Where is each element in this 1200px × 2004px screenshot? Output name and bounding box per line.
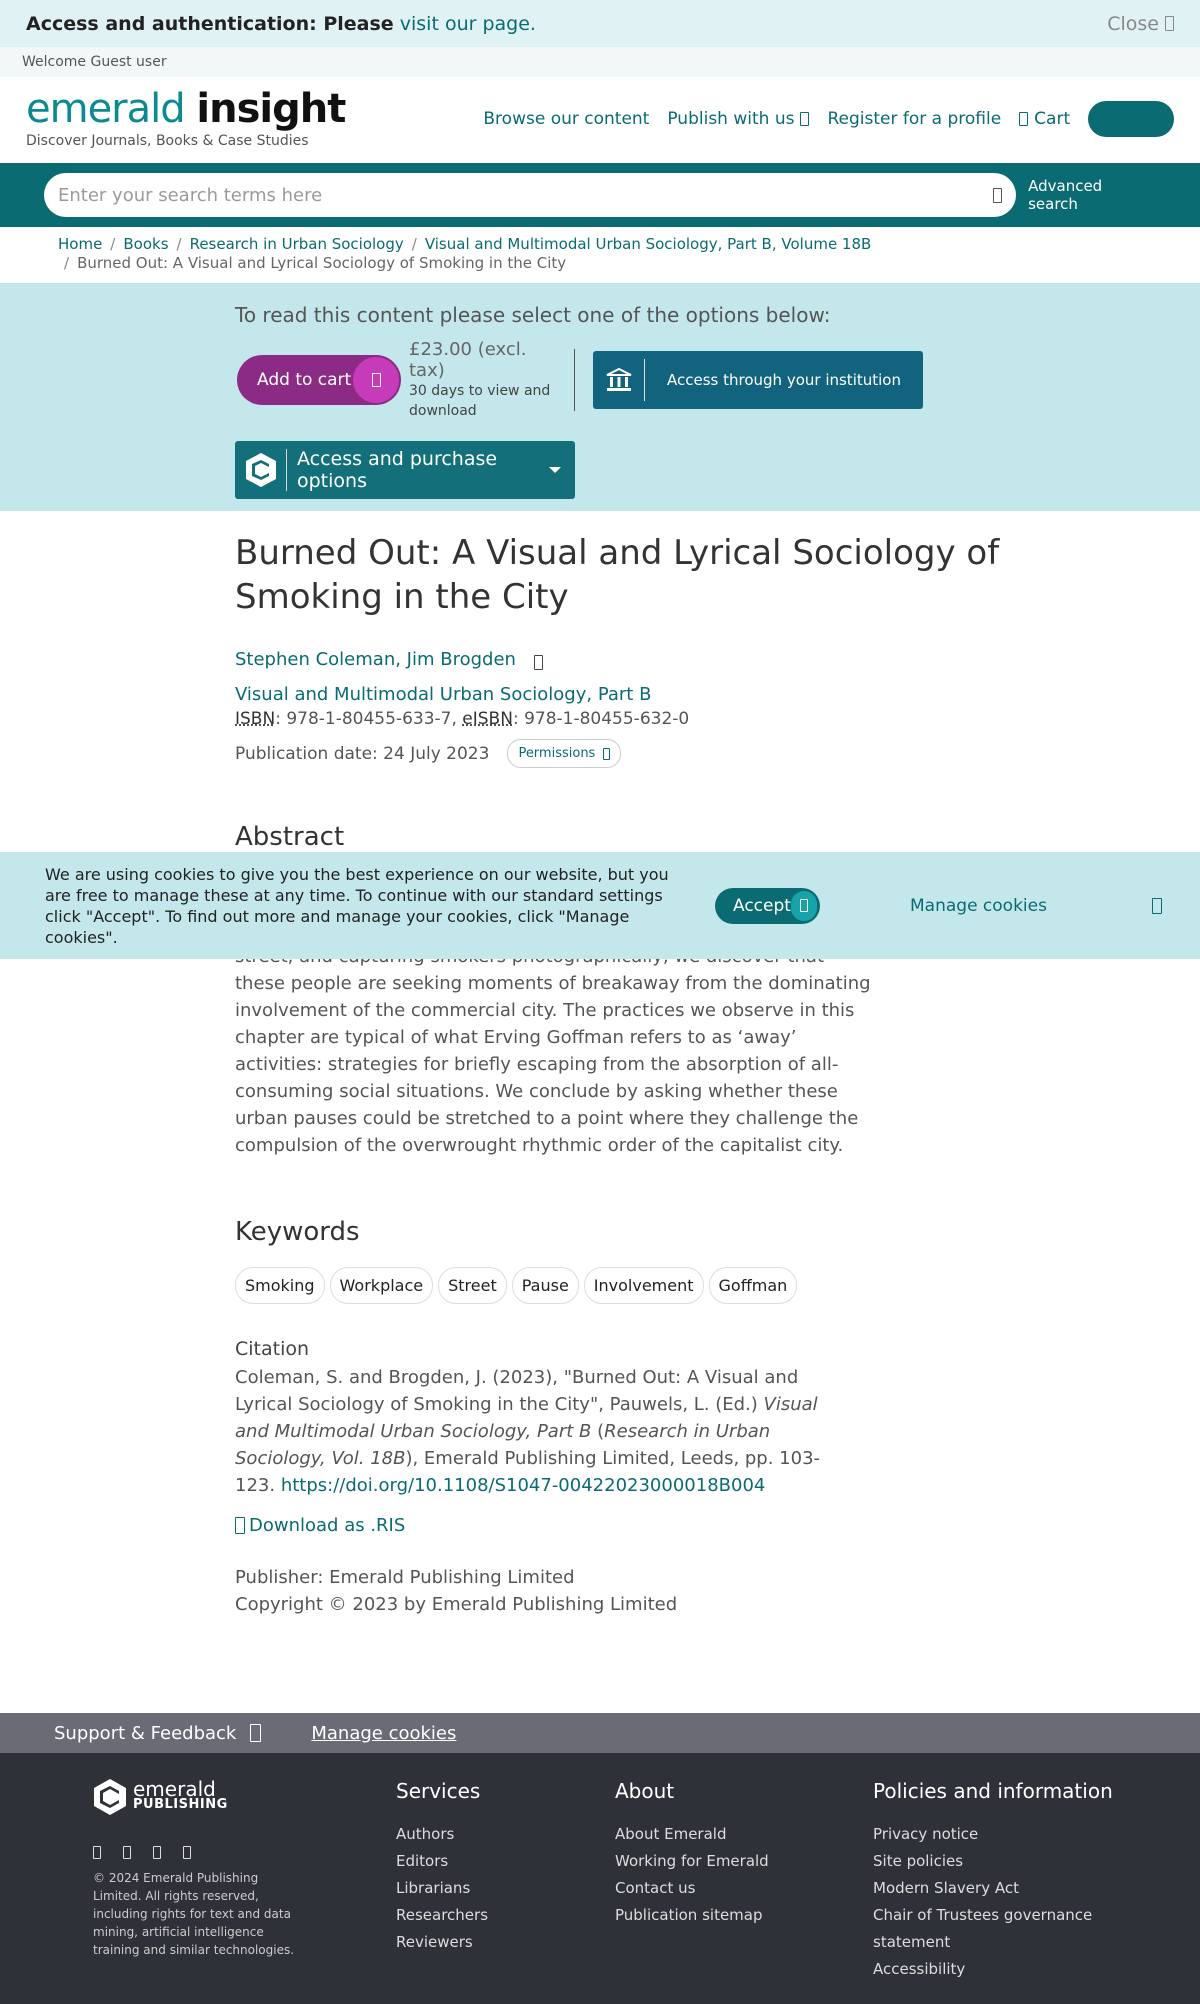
add-to-cart-label: Add to cart: [257, 370, 352, 390]
book-title-link[interactable]: Visual and Multimodal Urban Sociology, Part B: [235, 684, 652, 705]
article-main: [0, 531, 1200, 1618]
keyword-chip[interactable]: Pause: [512, 1267, 579, 1304]
twitter-icon[interactable]: [123, 1846, 131, 1859]
footer-link[interactable]: Site policies: [873, 1852, 964, 1870]
authors-row: [235, 649, 1200, 670]
keyword-chip[interactable]: Smoking: [235, 1267, 325, 1304]
close-icon: [1165, 16, 1174, 31]
footer-policies: [873, 1779, 1113, 1983]
abstract-body: these people are seeking moments of breakaway from the dominating involvement of the commercial city. The practices we observe in this chapter are typical of what Erving Goffman refers to as ‘away’ activities: strategies for briefly escaping from the absorption of all-consuming social situations. We conclude by asking whether these urban pauses could be stretched to a point where they challenge the compulsion of the overwrought rhythmic order of the capitalist city.: [235, 973, 871, 1156]
citation-series: Research in Urban Sociology, Vol. 18B: [235, 1421, 771, 1469]
footer-link[interactable]: Working for Emerald: [615, 1852, 769, 1870]
alert-close-button[interactable]: [1107, 13, 1174, 35]
citation-part: (: [591, 1421, 605, 1442]
isbn-label: ISBN: [235, 709, 276, 729]
breadcrumb-separator: /: [176, 235, 182, 253]
footer-about-heading: About: [615, 1779, 675, 1803]
add-to-cart-button[interactable]: [237, 355, 401, 405]
logo-emerald-text: emerald: [26, 86, 185, 132]
nav-register[interactable]: Register for a profile: [827, 109, 1002, 129]
search-box: [44, 173, 1016, 217]
close-icon[interactable]: [1152, 898, 1162, 914]
footer-link[interactable]: Accessibility: [873, 1960, 966, 1978]
access-panel: [0, 283, 1200, 511]
chevron-down-icon: [549, 467, 561, 473]
isbn-value: : 978-1-80455-633-7,: [275, 709, 463, 729]
price-note: 30 days to view and download: [409, 383, 551, 419]
social-links: [93, 1846, 313, 1859]
copyright-text: Copyright © 2023 by Emerald Publishing Limited: [235, 1594, 678, 1615]
footer-logo-bottom: PUBLISHING: [133, 1797, 228, 1812]
price: £23.00 (excl. tax): [409, 339, 527, 381]
footer-about: [615, 1779, 769, 1929]
search-icon[interactable]: [993, 188, 1002, 203]
publisher-block: [235, 1564, 1200, 1618]
footer-link[interactable]: Modern Slavery Act: [873, 1879, 1019, 1897]
footer-link[interactable]: Researchers: [396, 1906, 489, 1924]
site-footer: [0, 1753, 1200, 2004]
keyword-chip[interactable]: Involvement: [584, 1267, 704, 1304]
footer-link[interactable]: Publication sitemap: [615, 1906, 763, 1924]
footer-link[interactable]: Chair of Trustees governance statement: [873, 1906, 1093, 1951]
external-link-icon: [603, 748, 610, 760]
site-tagline: Discover Journals, Books & Case Studies: [26, 133, 309, 149]
support-feedback-link[interactable]: Support & Feedback: [54, 1722, 237, 1744]
access-purchase-options-label: Access and purchase options: [297, 448, 498, 492]
auth-alert-prefix: Access and authentication: Please: [26, 12, 394, 35]
keyword-list: [235, 1267, 1200, 1304]
publisher-name: : Emerald Publishing Limited: [317, 1567, 575, 1588]
manage-cookies-link[interactable]: Manage cookies: [910, 895, 1047, 916]
site-logo[interactable]: [26, 86, 346, 149]
footer-link[interactable]: Reviewers: [396, 1933, 473, 1951]
auth-alert-bar: [0, 0, 1200, 47]
cart-icon: [353, 357, 399, 403]
linkedin-icon[interactable]: [153, 1846, 161, 1859]
citation-book: Visual and Multimodal Urban Sociology, Part B: [235, 1394, 818, 1442]
auth-alert-message: [26, 13, 536, 35]
footer-logo[interactable]: [93, 1778, 313, 1816]
institution-access-label: Access through your institution: [667, 371, 901, 389]
cookie-banner: [0, 852, 1200, 959]
footer-link[interactable]: Authors: [396, 1825, 455, 1843]
breadcrumb-separator: /: [110, 235, 116, 253]
download-icon: [235, 1517, 245, 1534]
breadcrumb-books[interactable]: Books: [123, 235, 169, 253]
breadcrumb-current: Burned Out: A Visual and Lyrical Sociology of Smoking in the City: [77, 254, 567, 272]
price-block: [409, 339, 554, 421]
auth-alert-link[interactable]: visit our page.: [399, 12, 536, 35]
publication-row: [235, 739, 1200, 768]
access-purchase-options-button[interactable]: [235, 441, 575, 499]
eisbn-label: eISBN: [462, 709, 513, 729]
welcome-bar: [0, 47, 1200, 77]
download-ris-label: Download as .RIS: [249, 1515, 406, 1536]
nav-publish-label: Publish with us: [667, 109, 795, 129]
footer-policies-heading: Policies and information: [873, 1779, 1113, 1803]
footer-link[interactable]: About Emerald: [615, 1825, 727, 1843]
footer-link[interactable]: Privacy notice: [873, 1825, 979, 1843]
cookie-text: We are using cookies to give you the best experience on our website, but you are free to manage these at any time. To continue with our standard settings click "Accept". To find out more and manage your cookies, click "Manage cookies".: [45, 864, 669, 947]
citation-text: [235, 1364, 835, 1499]
emerald-logo-icon: [235, 449, 287, 491]
search-band: [0, 163, 1200, 227]
external-link-icon: [800, 112, 809, 126]
article-title: Burned Out: A Visual and Lyrical Sociology of Smoking in the City: [235, 533, 1000, 617]
keywords-heading: Keywords: [235, 1217, 360, 1247]
breadcrumb-home[interactable]: Home: [58, 235, 103, 253]
divider: [574, 349, 575, 411]
support-bar: [0, 1713, 1200, 1753]
breadcrumb-separator: /: [411, 235, 417, 253]
keyword-chip[interactable]: Street: [438, 1267, 507, 1304]
welcome-text: Welcome Guest user: [22, 54, 167, 70]
main-nav: [483, 101, 1174, 137]
logo-insight-text: insight: [196, 86, 346, 132]
search-input[interactable]: [58, 185, 908, 206]
citation-heading: Citation: [235, 1338, 310, 1360]
check-icon: [791, 891, 817, 921]
instagram-icon[interactable]: [183, 1846, 191, 1859]
footer-services-heading: Services: [396, 1779, 481, 1803]
advanced-search-link[interactable]: Advanced search: [1028, 177, 1103, 213]
author-info-icon[interactable]: [534, 655, 543, 670]
publication-date: Publication date: 24 July 2023: [235, 743, 490, 764]
access-title: To read this content please select one of the options below:: [235, 303, 831, 327]
doi-link[interactable]: https://doi.org/10.1108/S1047-00422023000018B004: [280, 1475, 766, 1496]
cookie-accept-label: Accept: [733, 895, 791, 916]
emerald-logo-icon: [93, 1778, 127, 1816]
external-link-icon: [250, 1724, 261, 1742]
site-header: [0, 77, 1200, 161]
breadcrumb-volume[interactable]: Visual and Multimodal Urban Sociology, Part B, Volume 18B: [424, 235, 872, 253]
nav-publish-with-us[interactable]: [667, 109, 809, 129]
institution-access-button[interactable]: [593, 351, 923, 409]
eisbn-value: : 978-1-80455-632-0: [512, 709, 690, 729]
publisher-label: Publisher: [235, 1567, 318, 1588]
permissions-label: Permissions: [518, 746, 596, 761]
keyword-chip[interactable]: Goffman: [709, 1267, 798, 1304]
login-button[interactable]: Login: [1088, 101, 1174, 137]
authors-link[interactable]: Stephen Coleman, Jim Brogden: [235, 649, 516, 670]
nav-cart-label: Cart: [1034, 109, 1071, 129]
abstract-heading: Abstract: [235, 822, 345, 852]
breadcrumb-series[interactable]: Research in Urban Sociology: [189, 235, 404, 253]
citation-part: Coleman, S. and Brogden, J. (2023), "Burned Out: A Visual and Lyrical Sociology of Smoking in the City", Pauwels, L. (Ed.): [235, 1367, 799, 1415]
permissions-button[interactable]: [507, 739, 621, 768]
footer-logo-top: emerald: [133, 1777, 216, 1801]
footer-services: [396, 1779, 488, 1956]
nav-browse-content[interactable]: Browse our content: [483, 109, 650, 129]
access-options-row: [235, 339, 1200, 421]
keyword-chip[interactable]: Workplace: [330, 1267, 434, 1304]
footer-link[interactable]: Contact us: [615, 1879, 696, 1897]
institution-icon: [593, 359, 645, 401]
breadcrumb: [0, 227, 1200, 283]
download-ris-link[interactable]: [235, 1515, 1200, 1536]
footer-link[interactable]: Editors: [396, 1852, 449, 1870]
isbn-line: [235, 709, 1200, 729]
nav-cart[interactable]: [1019, 109, 1070, 129]
cookie-accept-button[interactable]: [715, 888, 820, 924]
footer-copyright: © 2024 Emerald Publishing Limited. All rights reserved, including rights for text and data mining, artificial intelligence training and similar technologies.: [93, 1871, 295, 1957]
footer-brand: [93, 1778, 313, 1959]
facebook-icon[interactable]: [93, 1846, 101, 1859]
footer-link[interactable]: Librarians: [396, 1879, 471, 1897]
cart-icon: [1019, 112, 1028, 126]
breadcrumb-separator: /: [64, 254, 70, 272]
footer-manage-cookies-link[interactable]: Manage cookies: [311, 1722, 457, 1744]
citation-part: ), Emerald Publishing Limited, Leeds, pp. 103-123.: [235, 1448, 821, 1496]
alert-close-label: Close: [1107, 12, 1159, 35]
